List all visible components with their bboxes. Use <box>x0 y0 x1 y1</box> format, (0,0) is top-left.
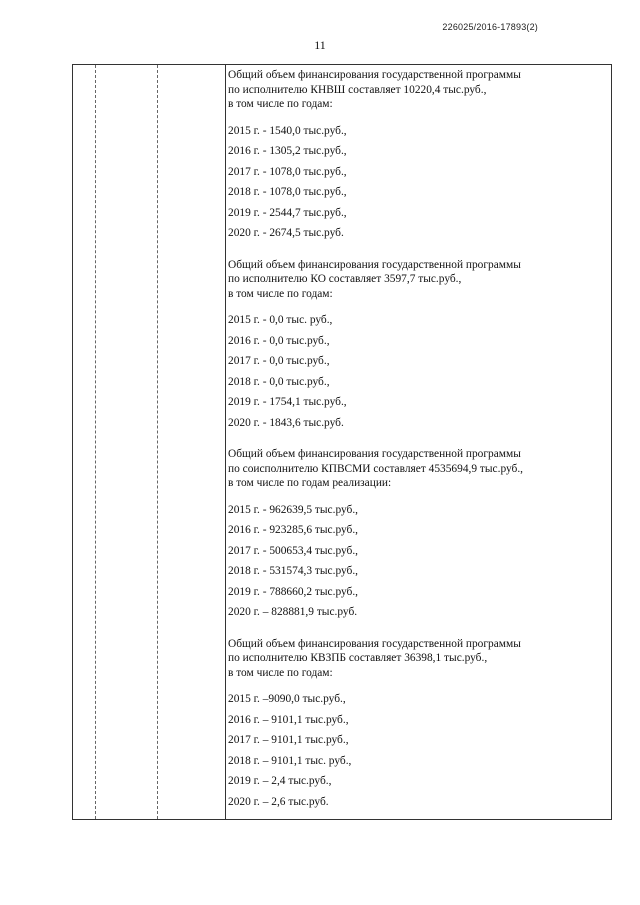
financing-block <box>228 447 608 623</box>
year-amount: 2020 г. - 1843,6 тыс.руб. <box>228 416 344 429</box>
year-amount: 2020 г. – 828881,9 тыс.руб. <box>228 606 358 618</box>
year-amount: 2015 г. - 0,0 тыс. руб., <box>228 314 333 326</box>
intro-line: по соисполнителю КПВСМИ составляет 4535694,9 тыс.руб., <box>228 462 524 475</box>
year-amount: 2017 г. - 0,0 тыс.руб., <box>228 355 330 367</box>
financing-block <box>228 258 608 434</box>
block-intro <box>228 258 608 302</box>
year-amount: 2016 г. – 9101,1 тыс.руб., <box>228 713 349 726</box>
financing-content <box>228 68 608 826</box>
year-amount: 2016 г. - 0,0 тыс.руб., <box>228 334 330 347</box>
year-amount: 2017 г. - 500653,4 тыс.руб., <box>228 544 359 557</box>
year-amount: 2020 г. – 2,6 тыс.руб. <box>228 795 329 808</box>
document-id: 226025/2016-17893(2) <box>442 22 538 32</box>
year-amount: 2019 г. - 788660,2 тыс.руб., <box>228 585 359 598</box>
intro-line: Общий объем финансирования государственной программы <box>228 258 521 271</box>
intro-line: в том числе по годам: <box>228 98 333 110</box>
column-divider-1 <box>95 65 96 819</box>
year-amount: 2017 г. - 1078,0 тыс.руб., <box>228 165 347 178</box>
year-amount: 2015 г. - 962639,5 тыс.руб., <box>228 503 359 516</box>
column-divider-2 <box>157 65 158 819</box>
year-amount: 2018 г. - 0,0 тыс.руб., <box>228 375 330 388</box>
intro-line: в том числе по годам: <box>228 666 333 679</box>
year-amount: 2015 г. –9090,0 тыс.руб., <box>228 693 346 705</box>
year-amount: 2016 г. - 1305,2 тыс.руб., <box>228 145 347 157</box>
year-amount: 2016 г. - 923285,6 тыс.руб., <box>228 524 359 536</box>
year-amount: 2019 г. – 2,4 тыс.руб., <box>228 775 332 787</box>
year-amount: 2018 г. - 531574,3 тыс.руб., <box>228 565 359 577</box>
year-amount: 2015 г. - 1540,0 тыс.руб., <box>228 124 347 137</box>
financing-block <box>228 68 608 244</box>
intro-line: Общий объем финансирования государственной программы <box>228 637 521 650</box>
intro-line: по исполнителю КВЗПБ составляет 36398,1 тыс.руб., <box>228 652 488 664</box>
year-amount: 2019 г. - 2544,7 тыс.руб., <box>228 206 347 219</box>
intro-line: Общий объем финансирования государственной программы <box>228 448 521 460</box>
year-amount: 2019 г. - 1754,1 тыс.руб., <box>228 396 347 408</box>
intro-line: Общий объем финансирования государственной программы <box>228 69 521 81</box>
intro-line: по исполнителю КО составляет 3597,7 тыс.руб., <box>228 273 462 285</box>
financing-block <box>228 637 608 813</box>
year-amount: 2018 г. – 9101,1 тыс. руб., <box>228 754 352 767</box>
page-number: 11 <box>314 38 326 52</box>
year-amount: 2018 г. - 1078,0 тыс.руб., <box>228 186 347 198</box>
block-intro <box>228 447 608 491</box>
year-amount: 2020 г. - 2674,5 тыс.руб. <box>228 227 344 239</box>
intro-line: в том числе по годам реализации: <box>228 477 392 489</box>
year-amount: 2017 г. – 9101,1 тыс.руб., <box>228 734 349 746</box>
column-divider-3 <box>225 65 226 819</box>
block-intro <box>228 68 608 112</box>
intro-line: по исполнителю КНВШ составляет 10220,4 тыс.руб., <box>228 83 487 96</box>
block-intro <box>228 637 608 681</box>
intro-line: в том числе по годам: <box>228 287 333 300</box>
